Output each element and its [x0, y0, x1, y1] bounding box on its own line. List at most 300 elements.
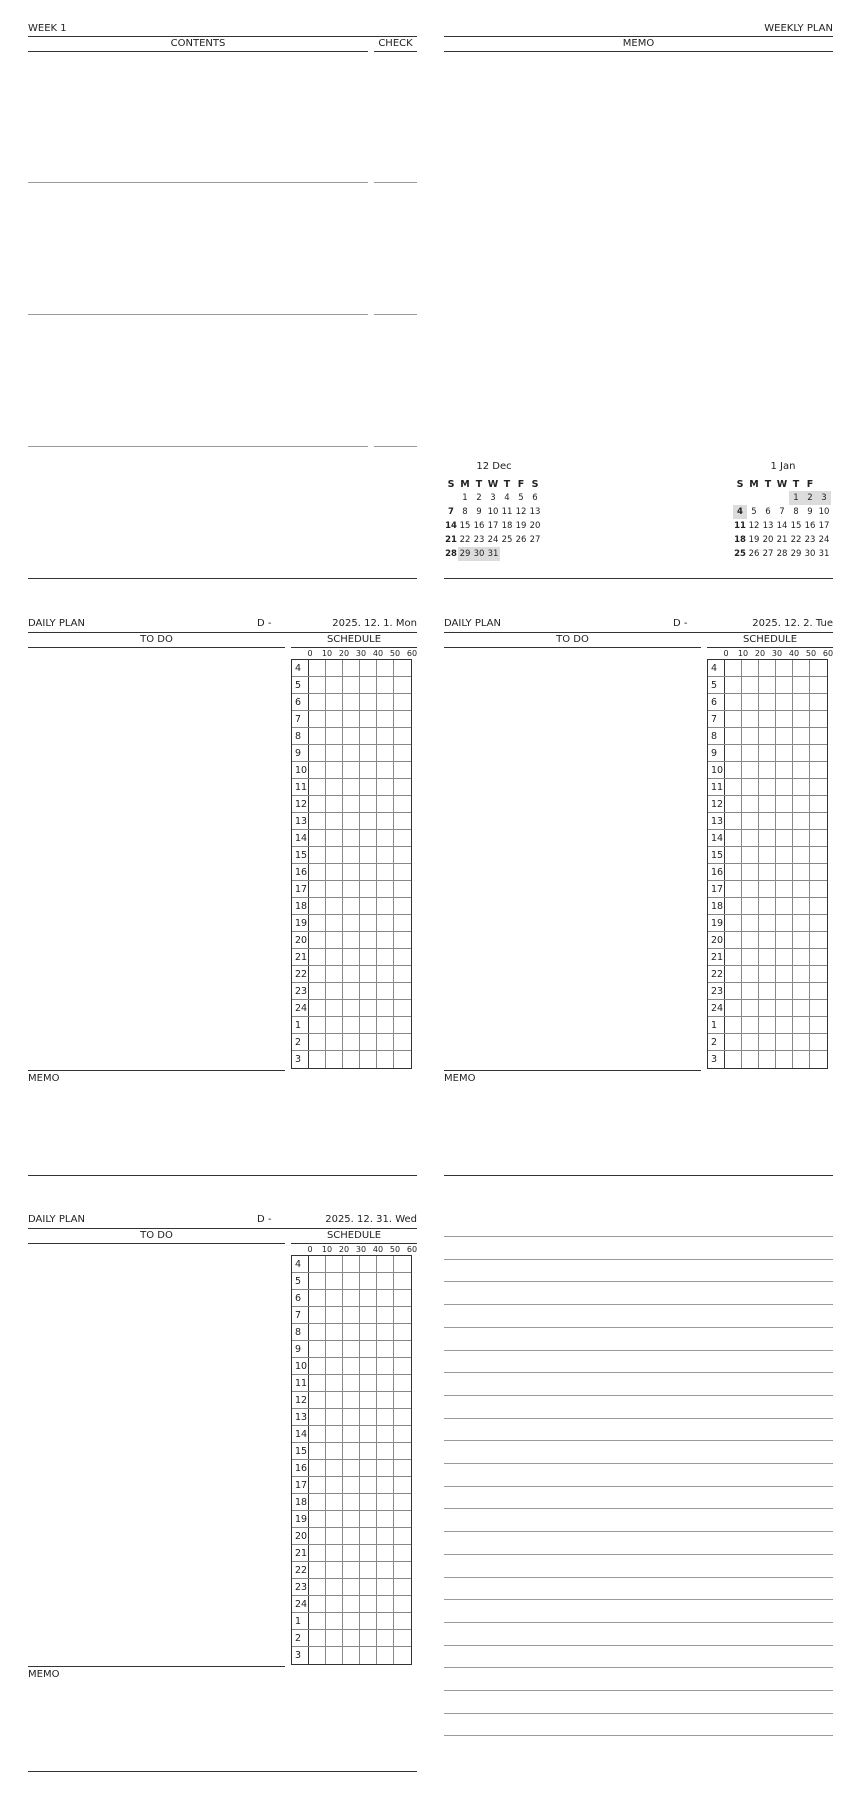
time-slot[interactable] — [343, 1256, 360, 1272]
time-slot[interactable] — [360, 1545, 377, 1561]
time-slot[interactable] — [360, 898, 377, 914]
time-slot[interactable] — [326, 1017, 343, 1033]
time-slot[interactable] — [360, 660, 377, 676]
time-slot[interactable] — [377, 1256, 394, 1272]
time-slot[interactable] — [377, 1324, 394, 1340]
time-slot[interactable] — [793, 983, 810, 999]
time-slot[interactable] — [810, 711, 827, 727]
time-slot[interactable] — [326, 796, 343, 812]
time-slot[interactable] — [377, 847, 394, 863]
time-slot[interactable] — [377, 932, 394, 948]
time-slot[interactable] — [343, 1000, 360, 1016]
time-slot[interactable] — [343, 1358, 360, 1374]
time-slot[interactable] — [394, 966, 411, 982]
time-slot[interactable] — [759, 915, 776, 931]
time-slot[interactable] — [377, 1545, 394, 1561]
time-slot[interactable] — [759, 762, 776, 778]
time-slot[interactable] — [309, 1613, 326, 1629]
time-slot[interactable] — [776, 779, 793, 795]
time-slot[interactable] — [759, 711, 776, 727]
time-slot[interactable] — [394, 1562, 411, 1578]
time-slot[interactable] — [326, 966, 343, 982]
time-slot[interactable] — [343, 881, 360, 897]
time-slot[interactable] — [377, 1017, 394, 1033]
time-slot[interactable] — [377, 1034, 394, 1050]
time-slot[interactable] — [360, 1443, 377, 1459]
time-slot[interactable] — [793, 660, 810, 676]
time-slot[interactable] — [326, 1341, 343, 1357]
time-slot[interactable] — [343, 1460, 360, 1476]
time-slot[interactable] — [810, 983, 827, 999]
time-slot[interactable] — [377, 1477, 394, 1493]
time-slot[interactable] — [326, 1443, 343, 1459]
time-slot[interactable] — [776, 677, 793, 693]
time-slot[interactable] — [742, 881, 759, 897]
time-slot[interactable] — [343, 1630, 360, 1646]
time-slot[interactable] — [343, 830, 360, 846]
time-slot[interactable] — [326, 932, 343, 948]
time-slot[interactable] — [793, 898, 810, 914]
time-slot[interactable] — [360, 1341, 377, 1357]
time-slot[interactable] — [326, 1426, 343, 1442]
time-slot[interactable] — [776, 983, 793, 999]
time-slot[interactable] — [343, 660, 360, 676]
time-slot[interactable] — [394, 898, 411, 914]
time-slot[interactable] — [759, 966, 776, 982]
time-slot[interactable] — [394, 1290, 411, 1306]
time-slot[interactable] — [360, 1613, 377, 1629]
time-slot[interactable] — [810, 864, 827, 880]
time-slot[interactable] — [343, 1375, 360, 1391]
time-slot[interactable] — [326, 1647, 343, 1664]
time-slot[interactable] — [810, 694, 827, 710]
time-slot[interactable] — [360, 864, 377, 880]
time-slot[interactable] — [360, 1273, 377, 1289]
time-slot[interactable] — [309, 1256, 326, 1272]
time-slot[interactable] — [343, 966, 360, 982]
time-slot[interactable] — [309, 711, 326, 727]
time-slot[interactable] — [343, 1426, 360, 1442]
time-slot[interactable] — [742, 932, 759, 948]
time-slot[interactable] — [309, 660, 326, 676]
time-slot[interactable] — [742, 1000, 759, 1016]
time-slot[interactable] — [759, 881, 776, 897]
time-slot[interactable] — [326, 1528, 343, 1544]
time-slot[interactable] — [309, 864, 326, 880]
time-slot[interactable] — [793, 1051, 810, 1068]
time-slot[interactable] — [326, 915, 343, 931]
time-slot[interactable] — [326, 898, 343, 914]
time-slot[interactable] — [360, 1562, 377, 1578]
time-slot[interactable] — [343, 711, 360, 727]
time-slot[interactable] — [810, 898, 827, 914]
time-slot[interactable] — [793, 694, 810, 710]
time-slot[interactable] — [343, 949, 360, 965]
time-slot[interactable] — [759, 1017, 776, 1033]
time-slot[interactable] — [742, 983, 759, 999]
time-slot[interactable] — [810, 762, 827, 778]
time-slot[interactable] — [377, 915, 394, 931]
time-slot[interactable] — [343, 1341, 360, 1357]
time-slot[interactable] — [394, 847, 411, 863]
time-slot[interactable] — [360, 1409, 377, 1425]
time-slot[interactable] — [377, 728, 394, 744]
time-slot[interactable] — [309, 1358, 326, 1374]
time-slot[interactable] — [725, 813, 742, 829]
time-slot[interactable] — [725, 660, 742, 676]
time-slot[interactable] — [360, 1324, 377, 1340]
time-slot[interactable] — [343, 847, 360, 863]
time-slot[interactable] — [343, 983, 360, 999]
time-slot[interactable] — [394, 1341, 411, 1357]
time-slot[interactable] — [309, 1443, 326, 1459]
time-slot[interactable] — [326, 1034, 343, 1050]
time-slot[interactable] — [360, 745, 377, 761]
time-slot[interactable] — [343, 728, 360, 744]
time-slot[interactable] — [326, 1562, 343, 1578]
time-slot[interactable] — [377, 813, 394, 829]
time-slot[interactable] — [810, 660, 827, 676]
time-slot[interactable] — [776, 694, 793, 710]
time-slot[interactable] — [326, 1290, 343, 1306]
time-slot[interactable] — [309, 694, 326, 710]
time-slot[interactable] — [793, 796, 810, 812]
time-slot[interactable] — [309, 983, 326, 999]
time-slot[interactable] — [343, 762, 360, 778]
time-slot[interactable] — [360, 779, 377, 795]
time-slot[interactable] — [394, 1596, 411, 1612]
time-slot[interactable] — [810, 779, 827, 795]
time-slot[interactable] — [360, 1647, 377, 1664]
time-slot[interactable] — [759, 830, 776, 846]
time-slot[interactable] — [326, 1511, 343, 1527]
time-slot[interactable] — [810, 881, 827, 897]
time-slot[interactable] — [394, 1494, 411, 1510]
time-slot[interactable] — [326, 1051, 343, 1068]
time-slot[interactable] — [725, 830, 742, 846]
time-slot[interactable] — [394, 677, 411, 693]
time-slot[interactable] — [810, 1051, 827, 1068]
time-slot[interactable] — [742, 966, 759, 982]
time-slot[interactable] — [377, 1647, 394, 1664]
time-slot[interactable] — [776, 1000, 793, 1016]
time-slot[interactable] — [326, 1630, 343, 1646]
time-slot[interactable] — [326, 1273, 343, 1289]
time-slot[interactable] — [309, 1494, 326, 1510]
time-slot[interactable] — [742, 830, 759, 846]
time-slot[interactable] — [343, 864, 360, 880]
time-slot[interactable] — [793, 745, 810, 761]
time-slot[interactable] — [360, 1375, 377, 1391]
time-slot[interactable] — [360, 1307, 377, 1323]
time-slot[interactable] — [793, 1000, 810, 1016]
time-slot[interactable] — [394, 796, 411, 812]
time-slot[interactable] — [810, 830, 827, 846]
time-slot[interactable] — [725, 932, 742, 948]
time-slot[interactable] — [793, 864, 810, 880]
time-slot[interactable] — [309, 1051, 326, 1068]
time-slot[interactable] — [309, 881, 326, 897]
time-slot[interactable] — [309, 813, 326, 829]
time-slot[interactable] — [343, 932, 360, 948]
time-slot[interactable] — [343, 898, 360, 914]
time-slot[interactable] — [725, 762, 742, 778]
time-slot[interactable] — [309, 728, 326, 744]
time-slot[interactable] — [360, 1426, 377, 1442]
time-slot[interactable] — [394, 1375, 411, 1391]
time-slot[interactable] — [360, 1034, 377, 1050]
time-slot[interactable] — [759, 694, 776, 710]
time-slot[interactable] — [394, 813, 411, 829]
time-slot[interactable] — [343, 1647, 360, 1664]
time-slot[interactable] — [394, 1034, 411, 1050]
time-slot[interactable] — [725, 898, 742, 914]
time-slot[interactable] — [377, 1051, 394, 1068]
time-slot[interactable] — [360, 949, 377, 965]
time-slot[interactable] — [377, 1341, 394, 1357]
time-slot[interactable] — [742, 677, 759, 693]
time-slot[interactable] — [759, 660, 776, 676]
time-slot[interactable] — [360, 830, 377, 846]
time-slot[interactable] — [343, 1324, 360, 1340]
time-slot[interactable] — [343, 813, 360, 829]
time-slot[interactable] — [309, 1647, 326, 1664]
time-slot[interactable] — [725, 796, 742, 812]
time-slot[interactable] — [725, 847, 742, 863]
time-slot[interactable] — [360, 1358, 377, 1374]
time-slot[interactable] — [360, 881, 377, 897]
time-slot[interactable] — [326, 745, 343, 761]
time-slot[interactable] — [776, 813, 793, 829]
time-slot[interactable] — [377, 830, 394, 846]
time-slot[interactable] — [394, 1324, 411, 1340]
time-slot[interactable] — [377, 1596, 394, 1612]
time-slot[interactable] — [377, 779, 394, 795]
time-slot[interactable] — [343, 915, 360, 931]
time-slot[interactable] — [309, 847, 326, 863]
time-slot[interactable] — [759, 847, 776, 863]
time-slot[interactable] — [360, 1051, 377, 1068]
time-slot[interactable] — [759, 983, 776, 999]
time-slot[interactable] — [793, 1034, 810, 1050]
time-slot[interactable] — [810, 949, 827, 965]
time-slot[interactable] — [360, 813, 377, 829]
time-slot[interactable] — [326, 864, 343, 880]
time-slot[interactable] — [759, 796, 776, 812]
time-slot[interactable] — [776, 762, 793, 778]
time-slot[interactable] — [360, 1528, 377, 1544]
time-slot[interactable] — [394, 660, 411, 676]
time-slot[interactable] — [776, 1051, 793, 1068]
time-slot[interactable] — [776, 796, 793, 812]
time-slot[interactable] — [394, 1017, 411, 1033]
time-slot[interactable] — [759, 779, 776, 795]
time-slot[interactable] — [343, 1051, 360, 1068]
time-slot[interactable] — [742, 762, 759, 778]
time-slot[interactable] — [377, 864, 394, 880]
time-slot[interactable] — [377, 1273, 394, 1289]
time-slot[interactable] — [394, 1630, 411, 1646]
time-slot[interactable] — [309, 1307, 326, 1323]
time-slot[interactable] — [377, 1290, 394, 1306]
time-slot[interactable] — [343, 1443, 360, 1459]
time-slot[interactable] — [377, 677, 394, 693]
time-slot[interactable] — [360, 1596, 377, 1612]
time-slot[interactable] — [343, 1579, 360, 1595]
time-slot[interactable] — [742, 711, 759, 727]
time-slot[interactable] — [343, 1596, 360, 1612]
time-slot[interactable] — [725, 779, 742, 795]
time-slot[interactable] — [725, 949, 742, 965]
time-slot[interactable] — [377, 694, 394, 710]
time-slot[interactable] — [309, 1596, 326, 1612]
time-slot[interactable] — [776, 1034, 793, 1050]
time-slot[interactable] — [776, 1017, 793, 1033]
time-slot[interactable] — [309, 1392, 326, 1408]
time-slot[interactable] — [360, 1290, 377, 1306]
time-slot[interactable] — [326, 1392, 343, 1408]
time-slot[interactable] — [810, 932, 827, 948]
time-slot[interactable] — [394, 1051, 411, 1068]
time-slot[interactable] — [326, 694, 343, 710]
time-slot[interactable] — [326, 762, 343, 778]
time-slot[interactable] — [810, 966, 827, 982]
time-slot[interactable] — [343, 1034, 360, 1050]
time-slot[interactable] — [326, 1613, 343, 1629]
time-slot[interactable] — [793, 779, 810, 795]
time-slot[interactable] — [394, 1613, 411, 1629]
time-slot[interactable] — [759, 1000, 776, 1016]
time-slot[interactable] — [309, 1341, 326, 1357]
time-slot[interactable] — [394, 881, 411, 897]
time-slot[interactable] — [309, 1477, 326, 1493]
time-slot[interactable] — [394, 864, 411, 880]
time-slot[interactable] — [343, 1392, 360, 1408]
time-slot[interactable] — [309, 1528, 326, 1544]
time-slot[interactable] — [793, 711, 810, 727]
time-slot[interactable] — [759, 728, 776, 744]
time-slot[interactable] — [776, 881, 793, 897]
time-slot[interactable] — [759, 932, 776, 948]
time-slot[interactable] — [326, 1494, 343, 1510]
time-slot[interactable] — [793, 915, 810, 931]
time-slot[interactable] — [326, 1256, 343, 1272]
time-slot[interactable] — [725, 966, 742, 982]
time-slot[interactable] — [343, 1017, 360, 1033]
time-slot[interactable] — [377, 745, 394, 761]
time-slot[interactable] — [394, 728, 411, 744]
time-slot[interactable] — [793, 762, 810, 778]
time-slot[interactable] — [326, 1596, 343, 1612]
time-slot[interactable] — [377, 983, 394, 999]
time-slot[interactable] — [377, 966, 394, 982]
time-slot[interactable] — [360, 677, 377, 693]
time-slot[interactable] — [776, 847, 793, 863]
time-slot[interactable] — [360, 1017, 377, 1033]
time-slot[interactable] — [343, 694, 360, 710]
time-slot[interactable] — [343, 1562, 360, 1578]
time-slot[interactable] — [309, 915, 326, 931]
time-slot[interactable] — [394, 1528, 411, 1544]
time-slot[interactable] — [326, 1460, 343, 1476]
time-slot[interactable] — [309, 779, 326, 795]
time-slot[interactable] — [326, 1324, 343, 1340]
time-slot[interactable] — [742, 1017, 759, 1033]
time-slot[interactable] — [759, 813, 776, 829]
time-slot[interactable] — [394, 1000, 411, 1016]
time-slot[interactable] — [377, 1426, 394, 1442]
time-slot[interactable] — [742, 949, 759, 965]
time-slot[interactable] — [394, 762, 411, 778]
time-slot[interactable] — [793, 677, 810, 693]
time-slot[interactable] — [793, 881, 810, 897]
time-slot[interactable] — [309, 1545, 326, 1561]
time-slot[interactable] — [793, 728, 810, 744]
time-slot[interactable] — [326, 1000, 343, 1016]
time-slot[interactable] — [394, 1647, 411, 1664]
time-slot[interactable] — [394, 1545, 411, 1561]
time-slot[interactable] — [343, 1290, 360, 1306]
time-slot[interactable] — [776, 898, 793, 914]
time-slot[interactable] — [377, 1000, 394, 1016]
time-slot[interactable] — [343, 1409, 360, 1425]
time-slot[interactable] — [793, 932, 810, 948]
time-slot[interactable] — [776, 660, 793, 676]
time-slot[interactable] — [742, 745, 759, 761]
time-slot[interactable] — [394, 1392, 411, 1408]
time-slot[interactable] — [725, 728, 742, 744]
time-slot[interactable] — [742, 1034, 759, 1050]
time-slot[interactable] — [326, 983, 343, 999]
time-slot[interactable] — [759, 677, 776, 693]
time-slot[interactable] — [725, 677, 742, 693]
time-slot[interactable] — [810, 745, 827, 761]
time-slot[interactable] — [759, 1051, 776, 1068]
time-slot[interactable] — [377, 1409, 394, 1425]
time-slot[interactable] — [377, 1579, 394, 1595]
time-slot[interactable] — [343, 1528, 360, 1544]
time-slot[interactable] — [377, 1392, 394, 1408]
time-slot[interactable] — [394, 949, 411, 965]
time-slot[interactable] — [377, 881, 394, 897]
time-slot[interactable] — [725, 1000, 742, 1016]
time-slot[interactable] — [326, 1579, 343, 1595]
time-slot[interactable] — [360, 966, 377, 982]
time-slot[interactable] — [725, 1051, 742, 1068]
time-slot[interactable] — [343, 1511, 360, 1527]
time-slot[interactable] — [759, 949, 776, 965]
time-slot[interactable] — [343, 1273, 360, 1289]
time-slot[interactable] — [394, 1256, 411, 1272]
time-slot[interactable] — [326, 1477, 343, 1493]
time-slot[interactable] — [343, 1545, 360, 1561]
time-slot[interactable] — [309, 762, 326, 778]
time-slot[interactable] — [394, 1426, 411, 1442]
time-slot[interactable] — [343, 745, 360, 761]
time-slot[interactable] — [776, 966, 793, 982]
time-slot[interactable] — [394, 694, 411, 710]
time-slot[interactable] — [360, 847, 377, 863]
time-slot[interactable] — [725, 1017, 742, 1033]
time-slot[interactable] — [309, 1426, 326, 1442]
time-slot[interactable] — [394, 745, 411, 761]
time-slot[interactable] — [759, 745, 776, 761]
time-slot[interactable] — [742, 660, 759, 676]
time-slot[interactable] — [326, 1545, 343, 1561]
time-slot[interactable] — [793, 949, 810, 965]
time-slot[interactable] — [360, 1477, 377, 1493]
time-slot[interactable] — [360, 1630, 377, 1646]
